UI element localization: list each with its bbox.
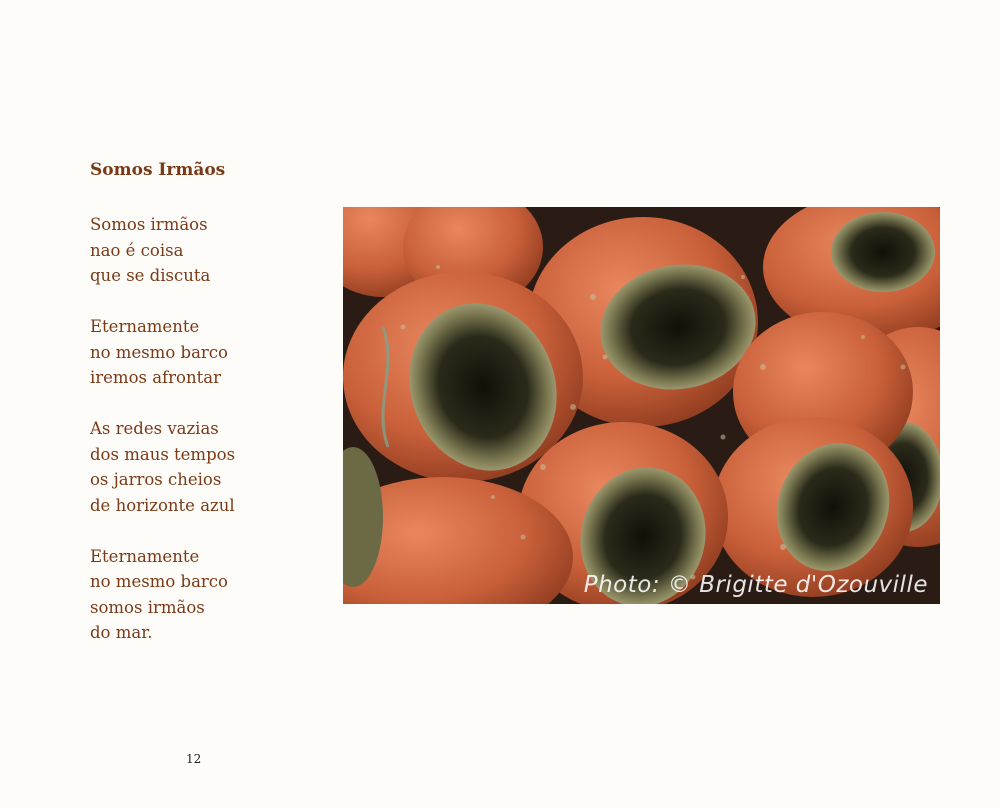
- poem-line: que se discuta: [90, 266, 211, 285]
- poem-title: Somos Irmãos: [90, 160, 226, 180]
- clay-pots-photo: [343, 207, 940, 604]
- poem-line: Eternamente: [90, 546, 200, 566]
- poem-line: do mar.: [90, 623, 153, 642]
- poem-line: no mesmo barco: [90, 572, 228, 591]
- poem-body: [90, 212, 235, 671]
- page-number: 12: [186, 752, 202, 766]
- stanza: [90, 314, 235, 391]
- stanza: [90, 416, 235, 518]
- stanza: [90, 212, 235, 289]
- poem-line: os jarros cheios: [90, 470, 222, 489]
- poem-line: dos maus tempos: [90, 444, 236, 464]
- clay-pots-illustration: [343, 207, 940, 604]
- poem-line: iremos afrontar: [90, 368, 221, 387]
- poem-line: Eternamente: [90, 317, 200, 336]
- poem-line: de horizonte azul: [90, 495, 235, 515]
- poem-line: Somos irmãos: [90, 215, 208, 234]
- poem-line: As redes vazias: [90, 419, 219, 438]
- poem-line: nao é coisa: [90, 240, 184, 260]
- photo-credit-watermark: Photo: © Brigitte d'Ozouville: [583, 572, 928, 598]
- poem-line: no mesmo barco: [90, 342, 228, 362]
- poem-line: somos irmãos: [90, 597, 205, 617]
- stanza: [90, 544, 235, 646]
